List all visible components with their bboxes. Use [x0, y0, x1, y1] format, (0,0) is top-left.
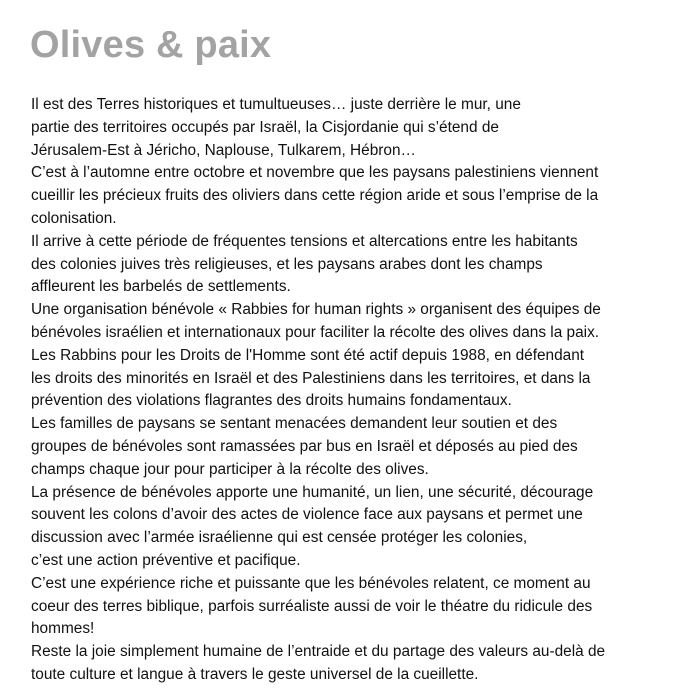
- text-line: Jérusalem-Est à Jéricho, Naplouse, Tulkarem, Hébron…: [31, 141, 416, 159]
- text-line: Les familles de paysans se sentant menacées demandent leur soutien et des: [31, 415, 558, 433]
- text-line: champs chaque jour pour participer à la récolte des olives.: [31, 460, 429, 478]
- text-line: hommes!: [31, 620, 95, 638]
- text-line: Il arrive à cette période de fréquentes tensions et altercations entre les habitants: [31, 232, 578, 250]
- text-line: Reste la joie simplement humaine de l’entraide et du partage des valeurs au-delà de: [31, 643, 606, 661]
- text-line: cueillir les précieux fruits des oliviers dans cette région aride et sous l’emprise de la: [31, 187, 599, 205]
- text-line: toute culture et langue à travers le geste universel de la cueillette.: [31, 665, 479, 683]
- text-line: coeur des terres biblique, parfois surréaliste aussi de voir le théatre du ridicule des: [31, 597, 593, 615]
- text-line: Il est des Terres historiques et tumultueuses… juste derrière le mur, une: [31, 96, 521, 113]
- text-line: discussion avec l’armée israélienne qui est censée protéger les colonies,: [31, 529, 528, 547]
- text-line: Une organisation bénévole « Rabbies for human rights » organisent des équipes de: [31, 301, 601, 319]
- text-line: c’est une action préventive et pacifique.: [31, 551, 301, 569]
- text-line: des colonies juives très religieuses, et les paysans arabes dont les champs: [31, 255, 543, 273]
- text-line: C’est une expérience riche et puissante que les bénévoles relatent, ce moment au: [31, 574, 591, 592]
- article-body: [31, 94, 691, 687]
- text-line: La présence de bénévoles apporte une humanité, un lien, une sécurité, décourage: [31, 483, 594, 501]
- text-line: C’est à l’automne entre octobre et novembre que les paysans palestiniens viennent: [31, 164, 599, 182]
- text-line: partie des territoires occupés par Israël, la Cisjordanie qui s’étend de: [31, 118, 499, 136]
- text-line: souvent les colons d’avoir des actes de violence face aux paysans et permet une: [31, 506, 583, 524]
- text-line: prévention des violations flagrantes des droits humains fondamentaux.: [31, 392, 512, 410]
- text-line: colonisation.: [31, 209, 117, 227]
- text-line: groupes de bénévoles sont ramassées par bus en Israël et déposés au pied des: [31, 437, 578, 455]
- text-line: bénévoles israélien et internationaux pour faciliter la récolte des olives dans la paix.: [31, 323, 600, 341]
- text-line: Les Rabbins pour les Droits de l'Homme sont été actif depuis 1988, en défendant: [31, 346, 585, 364]
- page-title: Olives & paix: [30, 24, 272, 66]
- text-line: les droits des minorités en Israël et des Palestiniens dans les territoires, et dans la: [31, 369, 591, 387]
- text-line: affleurent les barbelés de settlements.: [31, 278, 291, 296]
